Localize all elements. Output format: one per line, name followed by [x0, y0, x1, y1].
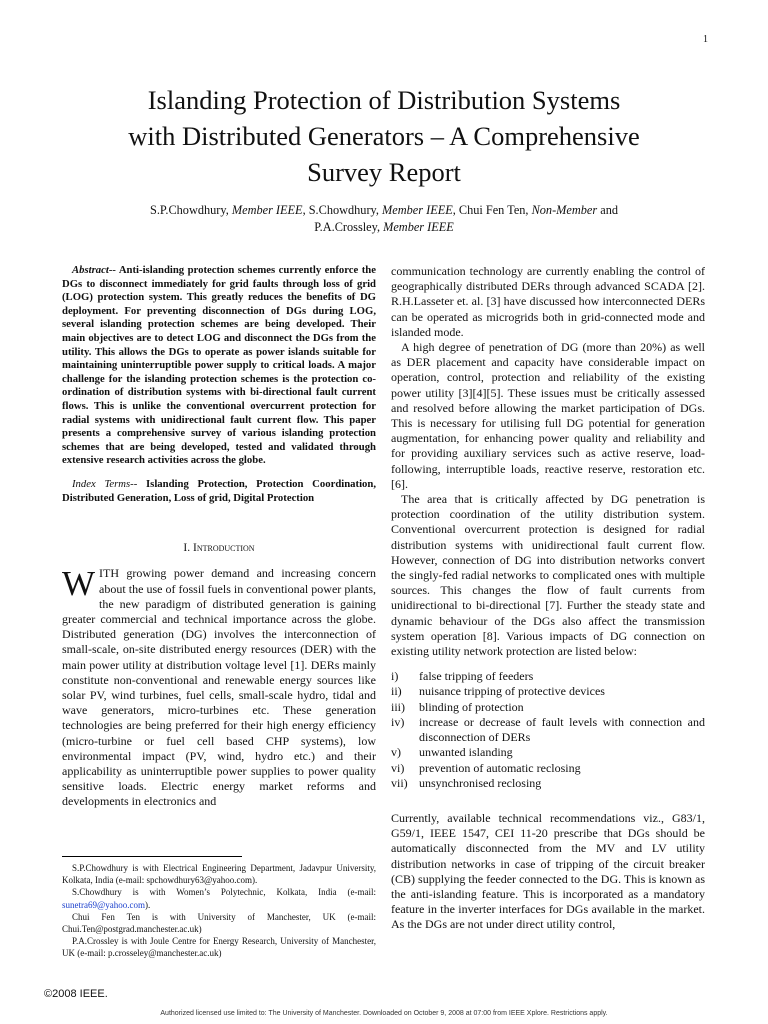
- list-text: blinding of protection: [419, 699, 524, 714]
- abstract-label: Abstract--: [72, 264, 116, 276]
- footnote-divider: [62, 856, 242, 857]
- list-number: v): [391, 745, 401, 760]
- footnote-2-text: S.Chowdhury is with Women’s Polytechnic, Kolkata, India (e-mail:: [72, 887, 376, 898]
- author-1-role: Member IEEE: [231, 203, 303, 217]
- paragraph-4: Currently, available technical recommendations viz., G83/1, G59/1, IEEE 1547, CEI 11-20 prescribe that DGs should be automatically disconnected from the MV and LV utility distribution networks in case of tripping of the circuit breaker (CB) supplying the feeder connected to the DG. This is known as the anti-islanding feature. This is incorporated as a mandatory feature in the inverter interfaces for DGs available in the market. As the DGs are not under direct utility control,: [391, 810, 705, 932]
- footnote-3: Chui Fen Ten is with University of Manchester, UK (e-mail: Chui.Ten@postgrad.manchester.ac.uk): [62, 911, 376, 935]
- author-4-role: Member IEEE: [383, 220, 454, 234]
- paragraph-3: The area that is critically affected by DG penetration is protection coordination of the utility distribution system. Conventional overcurrent protection is designed for radial distribution systems with unidirectional fault current flow. However, connection of DG into distribution networks convert the singly-fed radial networks to complicated ones with multiple sources. This changes the flow of fault currents from unidirectional to bi-directional [7]. Further the steady state and dynamic behaviour of the DGs also affect the transmission system operation [8]. Various impacts of DG connection on existing utility network protection are listed below:: [391, 492, 705, 659]
- list-text: increase or decrease of fault levels with connection and disconnection of DERs: [419, 714, 705, 745]
- author-conjunction: and: [597, 203, 618, 217]
- page-number: 1: [703, 34, 708, 45]
- list-number: iv): [391, 714, 405, 729]
- right-column: [391, 264, 705, 933]
- list-text: prevention of automatic reclosing: [419, 760, 581, 775]
- author-4: P.A.Crossley,: [314, 220, 384, 234]
- author-3-role: Non-Member: [531, 203, 598, 217]
- author-2: , S.Chowdhury,: [302, 203, 383, 217]
- list-number: iii): [391, 699, 405, 714]
- index-terms: [62, 478, 376, 505]
- list-number: i): [391, 669, 399, 684]
- list-number: ii): [391, 684, 402, 699]
- author-2-role: Member IEEE: [382, 203, 453, 217]
- list-item: [391, 776, 705, 791]
- paragraph-2: A high degree of penetration of DG (more than 20%) as well as DER placement and capacity have considerable impact on operation, control, protection and reliability of the existing power utility [3][4][5]. These issues must be critically assessed and resolved before allowing the market participation of DGs. This is necessary for utilising full DG potential for generation augmentation, for enhancing power quality and reliability and for providing auxiliary services such as active reserve, load-following, interruptible loads, reactive reserve, restoration etc. [6].: [391, 340, 705, 491]
- copyright-notice: ©2008 IEEE.: [44, 988, 108, 1000]
- footnote-4: P.A.Crossley is with Joule Centre for Energy Research, University of Manchester, UK (e-mail: p.crosseley@manchester.ac.uk): [62, 936, 376, 959]
- list-number: vii): [391, 775, 408, 790]
- footnote-2-tail: ).: [145, 899, 151, 910]
- footnotes: [62, 862, 376, 960]
- section-number: I.: [183, 542, 193, 555]
- abstract: [62, 264, 376, 468]
- footnote-2: [62, 886, 376, 910]
- license-notice: Authorized licensed use limited to: The University of Manchester. Downloaded on October 9, 2008 at 07:00 from IEEE Xplore. Restrictions apply.: [160, 1010, 608, 1017]
- list-item: [391, 761, 705, 776]
- paragraph-1: communication technology are currently enabling the control of geographically distributed DERs through advanced SCADA [2]. R.H.Lasseter et. al. [3] have discussed how interconnected DERs can be operated as microgrids both in grid-connected mode and islanded mode.: [391, 264, 705, 339]
- author-list: [0, 202, 768, 236]
- left-column: [62, 264, 376, 810]
- list-item: [391, 700, 705, 715]
- list-text: false tripping of feeders: [419, 669, 534, 684]
- list-item: [391, 745, 705, 760]
- index-terms-text: Islanding Protection, Protection Coordination, Distributed Generation, Loss of grid, Digital Protection: [62, 477, 377, 504]
- list-text: unsynchronised reclosing: [419, 775, 542, 790]
- section-heading-introduction: [62, 541, 376, 556]
- author-3: , Chui Fen Ten,: [452, 203, 532, 217]
- list-item: [391, 715, 705, 745]
- footnote-1: S.P.Chowdhury is with Electrical Engineering Department, Jadavpur University, Kolkata, India (e-mail: spchowdhury63@yahoo.com).: [62, 863, 376, 886]
- impact-list: [391, 669, 705, 791]
- intro-text: ITH growing power demand and increasing concern about the use of fossil fuels in conventional power plants, the new paradigm of distributed generation is gaining greater commercial and technical importance across the globe. Distributed generation (DG) involves the interconnection of small-scale, on-site distributed energy resources (DER) with the main power utility at distribution voltage level [1]. DERs mainly constitute non-conventional and renewable energy sources like solar PV, wind turbines, fuel cells, small-scale hydro, tidal and wave generators, micro-turbines etc. These generation technologies are being preferred for their high energy efficiency (micro-turbine or fuel cell based CHP systems), low environmental impact (PV, wind, hydro etc.) and their applicability as uninterruptible power supplies to power quality sensitive loads. Electric energy market reforms and developments in electronics and: [62, 566, 376, 809]
- list-number: vi): [391, 760, 405, 775]
- title-line-3: Survey Report: [307, 157, 461, 187]
- index-terms-label: Index Terms--: [72, 477, 138, 490]
- section-title: Introduction: [192, 542, 255, 555]
- email-link[interactable]: sunetra69@yahoo.com: [62, 899, 146, 910]
- list-text: nuisance tripping of protective devices: [419, 684, 605, 699]
- title-line-2: with Distributed Generators – A Comprehensive: [128, 121, 640, 151]
- list-item: [391, 669, 705, 684]
- list-text: unwanted islanding: [419, 745, 513, 760]
- list-item: [391, 684, 705, 699]
- author-1: S.P.Chowdhury,: [149, 203, 232, 217]
- paper-title: [0, 82, 768, 190]
- drop-cap: W: [62, 564, 96, 604]
- title-line-1: Islanding Protection of Distribution Systems: [147, 85, 621, 115]
- abstract-text: Anti-islanding protection schemes currently enforce the DGs to disconnect immediately for grid faults through loss of grid (LOG) protection system. This greatly reduces the benefits of DG deployment. For preventing disconnection of DGs during LOG, several islanding protection schemes are being developed. Their main objectives are to detect LOG and disconnect the DGs from the utility. This allows the DGs to operate as power islands suitable for maintaining uninterruptible power supply to critical loads. A major challenge for the islanding protection schemes is the protection co-ordination of distribution systems with bi-directional fault current flows. This is unlike the conventional overcurrent protection for radial systems with unidirectional fault current flow. This paper presents a comprehensive survey of various islanding protection schemes that are being developed, tested and validated through extensive research activities across the globe.: [62, 264, 376, 467]
- intro-paragraph: [62, 566, 376, 809]
